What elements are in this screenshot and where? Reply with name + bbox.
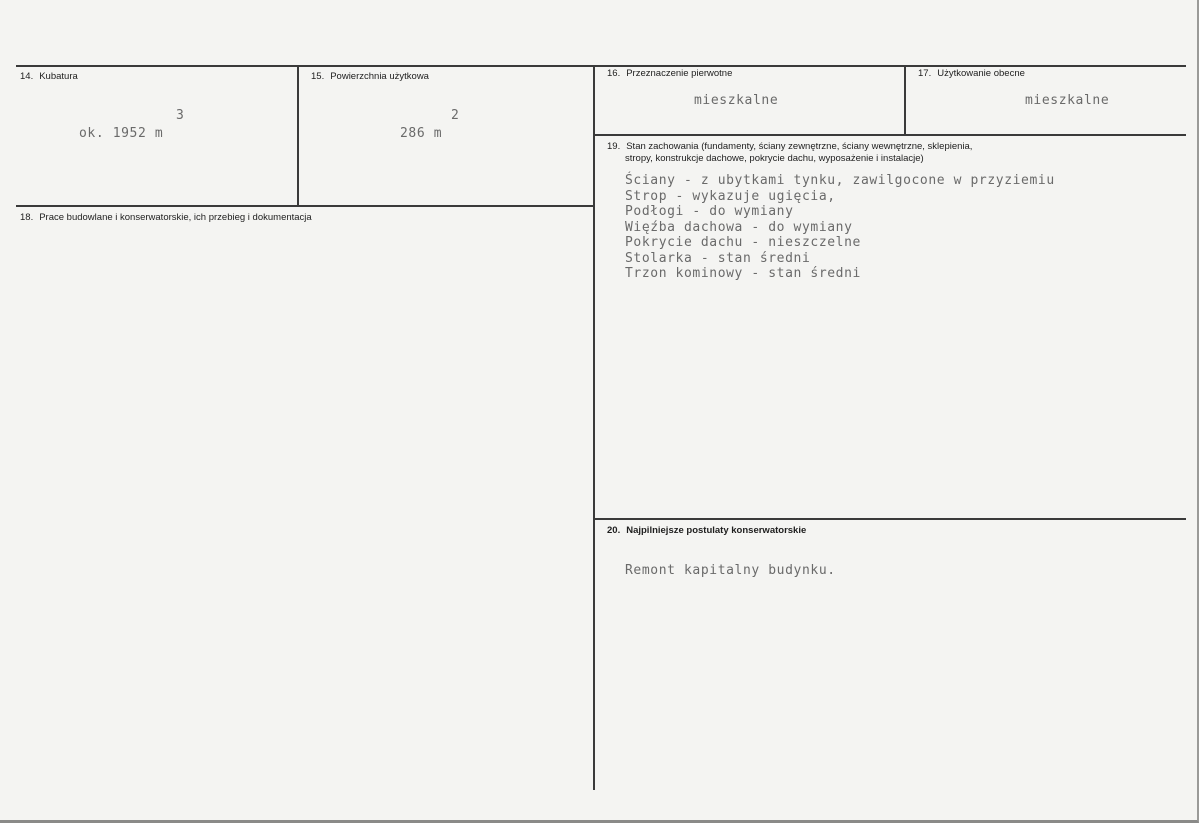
przeznaczenie-label [607,68,732,80]
stan-label-continuation: stropy, konstrukcje dachowe, pokrycie dachu, wyposażenie i instalacje) [625,153,924,164]
stan-label-line1: Stan zachowania (fundamenty, ściany zewnętrzne, ściany wewnętrzne, sklepienia, [626,141,973,152]
prace-label [20,212,312,224]
kubatura-number: 14. [20,71,34,82]
prace-number: 18. [20,212,34,223]
postulaty-number: 20. [607,525,621,536]
stan-line: Trzon kominowy - stan średni [625,266,861,281]
kubatura-value: ok. 1952 m [79,126,164,141]
divider-14-15 [297,66,299,206]
divider-main [593,66,595,790]
divider-16-17 [904,66,906,135]
rule-below-14-15 [16,205,594,207]
stan-number: 19. [607,141,621,152]
stan-line: Więźba dachowa - do wymiany [625,219,853,235]
powierzchnia-label [311,71,429,83]
rule-above-20 [594,518,1186,520]
stan-line: Strop - wykazuje ugięcia, [625,188,836,204]
postulaty-value: Remont kapitalny budynku. [625,563,836,578]
stan-label [607,141,972,153]
uzytkowanie-value: mieszkalne [1025,93,1110,108]
uzytkowanie-label-text: Użytkowanie obecne [937,68,1025,79]
kubatura-label-text: Kubatura [39,71,78,82]
przeznaczenie-label-text: Przeznaczenie pierwotne [626,68,733,79]
powierzchnia-exponent: 2 [451,108,459,123]
stan-line: Ściany - z ubytkami tynku, zawilgocone w przyziemiu [625,173,1055,188]
kubatura-exponent: 3 [176,108,184,123]
postulaty-label [607,525,806,537]
stan-line: Pokrycie dachu - nieszczelne [625,235,861,250]
uzytkowanie-number: 17. [918,68,932,79]
top-rule [16,65,1186,67]
kubatura-label [20,71,78,83]
powierzchnia-number: 15. [311,71,325,82]
stan-line: Stolarka - stan średni [625,250,811,266]
powierzchnia-label-text: Powierzchnia użytkowa [330,71,429,82]
przeznaczenie-value: mieszkalne [694,93,779,108]
stan-line: Podłogi - do wymiany [625,204,794,219]
rule-below-16-17 [594,134,1186,136]
uzytkowanie-label [918,68,1025,80]
stan-lines [625,173,1055,282]
prace-label-text: Prace budowlane i konserwatorskie, ich przebieg i dokumentacja [39,212,312,223]
powierzchnia-value: 286 m [400,126,443,141]
postulaty-label-text: Najpilniejsze postulaty konserwatorskie [626,525,807,536]
przeznaczenie-number: 16. [607,68,621,79]
